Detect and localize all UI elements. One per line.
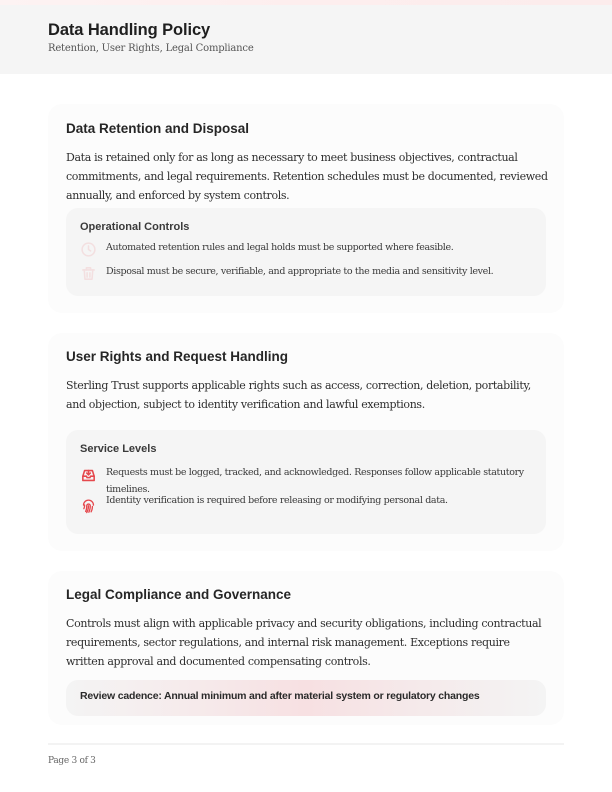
section-title: Data Retention and Disposal <box>66 121 250 136</box>
list-item-text: Requests must be logged, tracked, and acknowledged. Responses follow applicable statutory timelines. <box>106 467 524 495</box>
operational-controls-panel <box>66 208 546 296</box>
page-number: Page 3 of 3 <box>48 756 96 766</box>
section-legal-compliance <box>48 571 564 725</box>
list-item-text: Automated retention rules and legal holds must be supported where feasible. <box>106 242 454 253</box>
review-cadence-callout <box>66 680 546 716</box>
trash-icon <box>80 265 97 282</box>
fingerprint-icon <box>80 498 97 515</box>
list-item <box>80 241 532 255</box>
inbox-download-icon <box>80 467 97 484</box>
section-body: Data is retained only for as long as necessary to meet business objectives, contractual commitments, and legal requirements. Retention schedules must be documented, reviewed annually, and enforced by system controls. <box>66 151 548 202</box>
document-header <box>0 5 612 74</box>
section-data-retention <box>48 104 564 313</box>
document-subtitle: Retention, User Rights, Legal Compliance <box>48 43 254 54</box>
service-levels-panel <box>66 430 546 534</box>
list-item-text: Identity verification is required before releasing or modifying personal data. <box>106 495 448 506</box>
section-body: Controls must align with applicable privacy and security obligations, including contractual requirements, sector regulations, and internal risk management. Exceptions require written approval and documented compensating controls. <box>66 617 542 668</box>
panel-title: Service Levels <box>80 443 157 455</box>
footer-divider <box>48 743 564 745</box>
list-item <box>80 494 532 514</box>
section-user-rights <box>48 333 564 551</box>
panel-title: Operational Controls <box>80 221 190 233</box>
callout-text: Review cadence: Annual minimum and after material system or regulatory changes <box>80 690 480 702</box>
section-body: Sterling Trust supports applicable rights such as access, correction, deletion, portability, and objection, subject to identity verification and lawful exemptions. <box>66 379 531 411</box>
document-title: Data Handling Policy <box>48 21 211 39</box>
section-title: User Rights and Request Handling <box>66 349 289 364</box>
list-item <box>80 464 532 495</box>
section-title: Legal Compliance and Governance <box>66 587 292 602</box>
clock-icon <box>80 241 97 258</box>
list-item-text: Disposal must be secure, verifiable, and appropriate to the media and sensitivity level. <box>106 266 494 277</box>
list-item <box>80 265 532 291</box>
